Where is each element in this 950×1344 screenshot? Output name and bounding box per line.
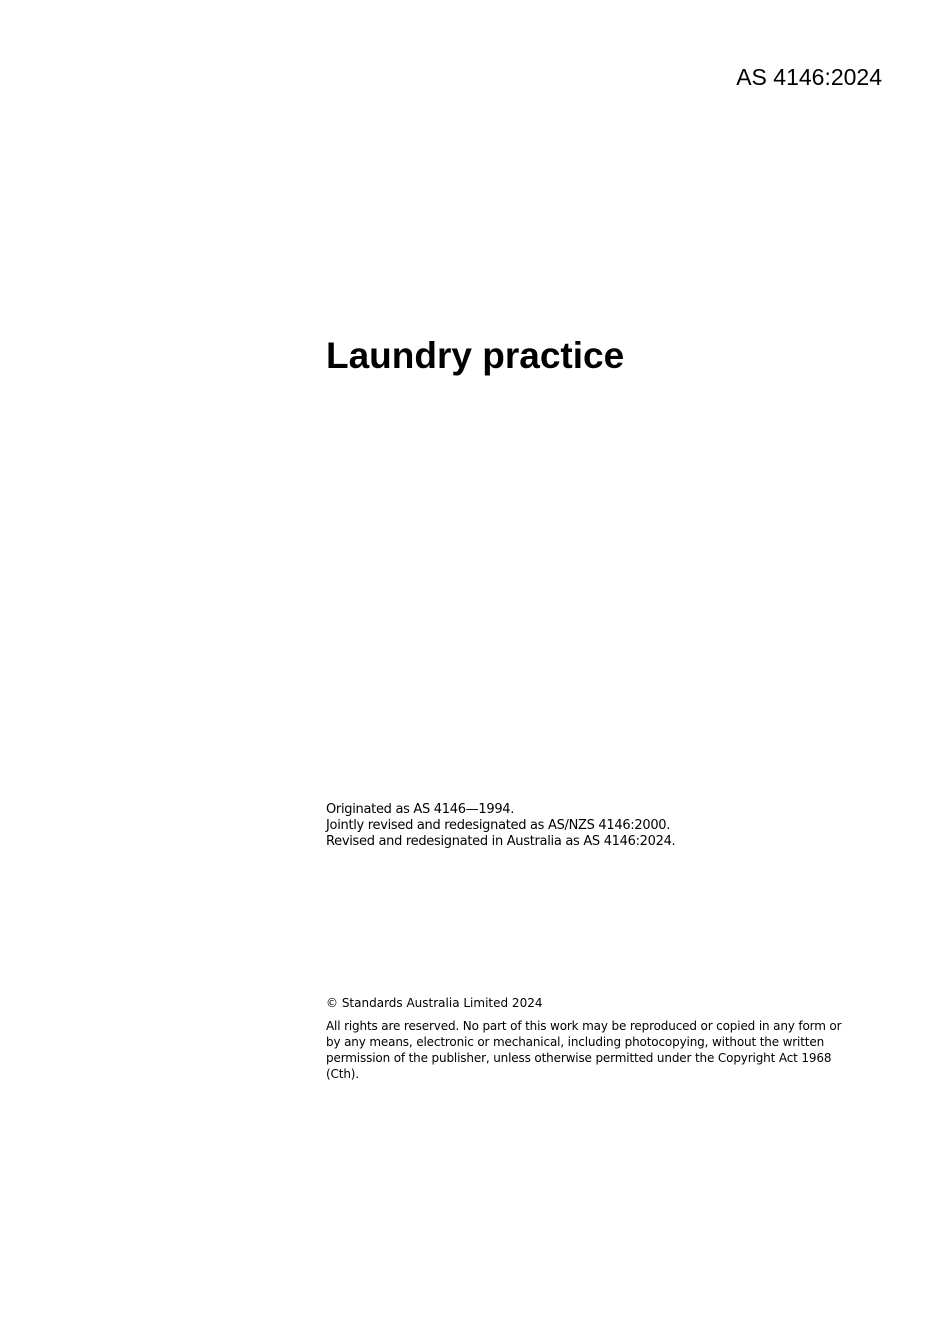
document-number: AS 4146:2024 [736,64,882,90]
history-line: Originated as AS 4146—1994. [326,802,515,817]
copyright-notice: © Standards Australia Limited 2024 [326,996,543,1010]
publication-history [326,802,886,850]
document-title: Laundry practice [326,335,625,376]
rights-statement: All rights are reserved. No part of this work may be reproduced or copied in any form or by any means, electronic or mechanical, including photocopying, without the written permission of the publisher, unless otherwise permitted under the Copyright Act 1968 (Cth). [326,1019,842,1081]
history-line: Jointly revised and redesignated as AS/NZS 4146:2000. [326,818,671,833]
history-line: Revised and redesignated in Australia as AS 4146:2024. [326,834,676,849]
copyright-section [326,995,846,1082]
